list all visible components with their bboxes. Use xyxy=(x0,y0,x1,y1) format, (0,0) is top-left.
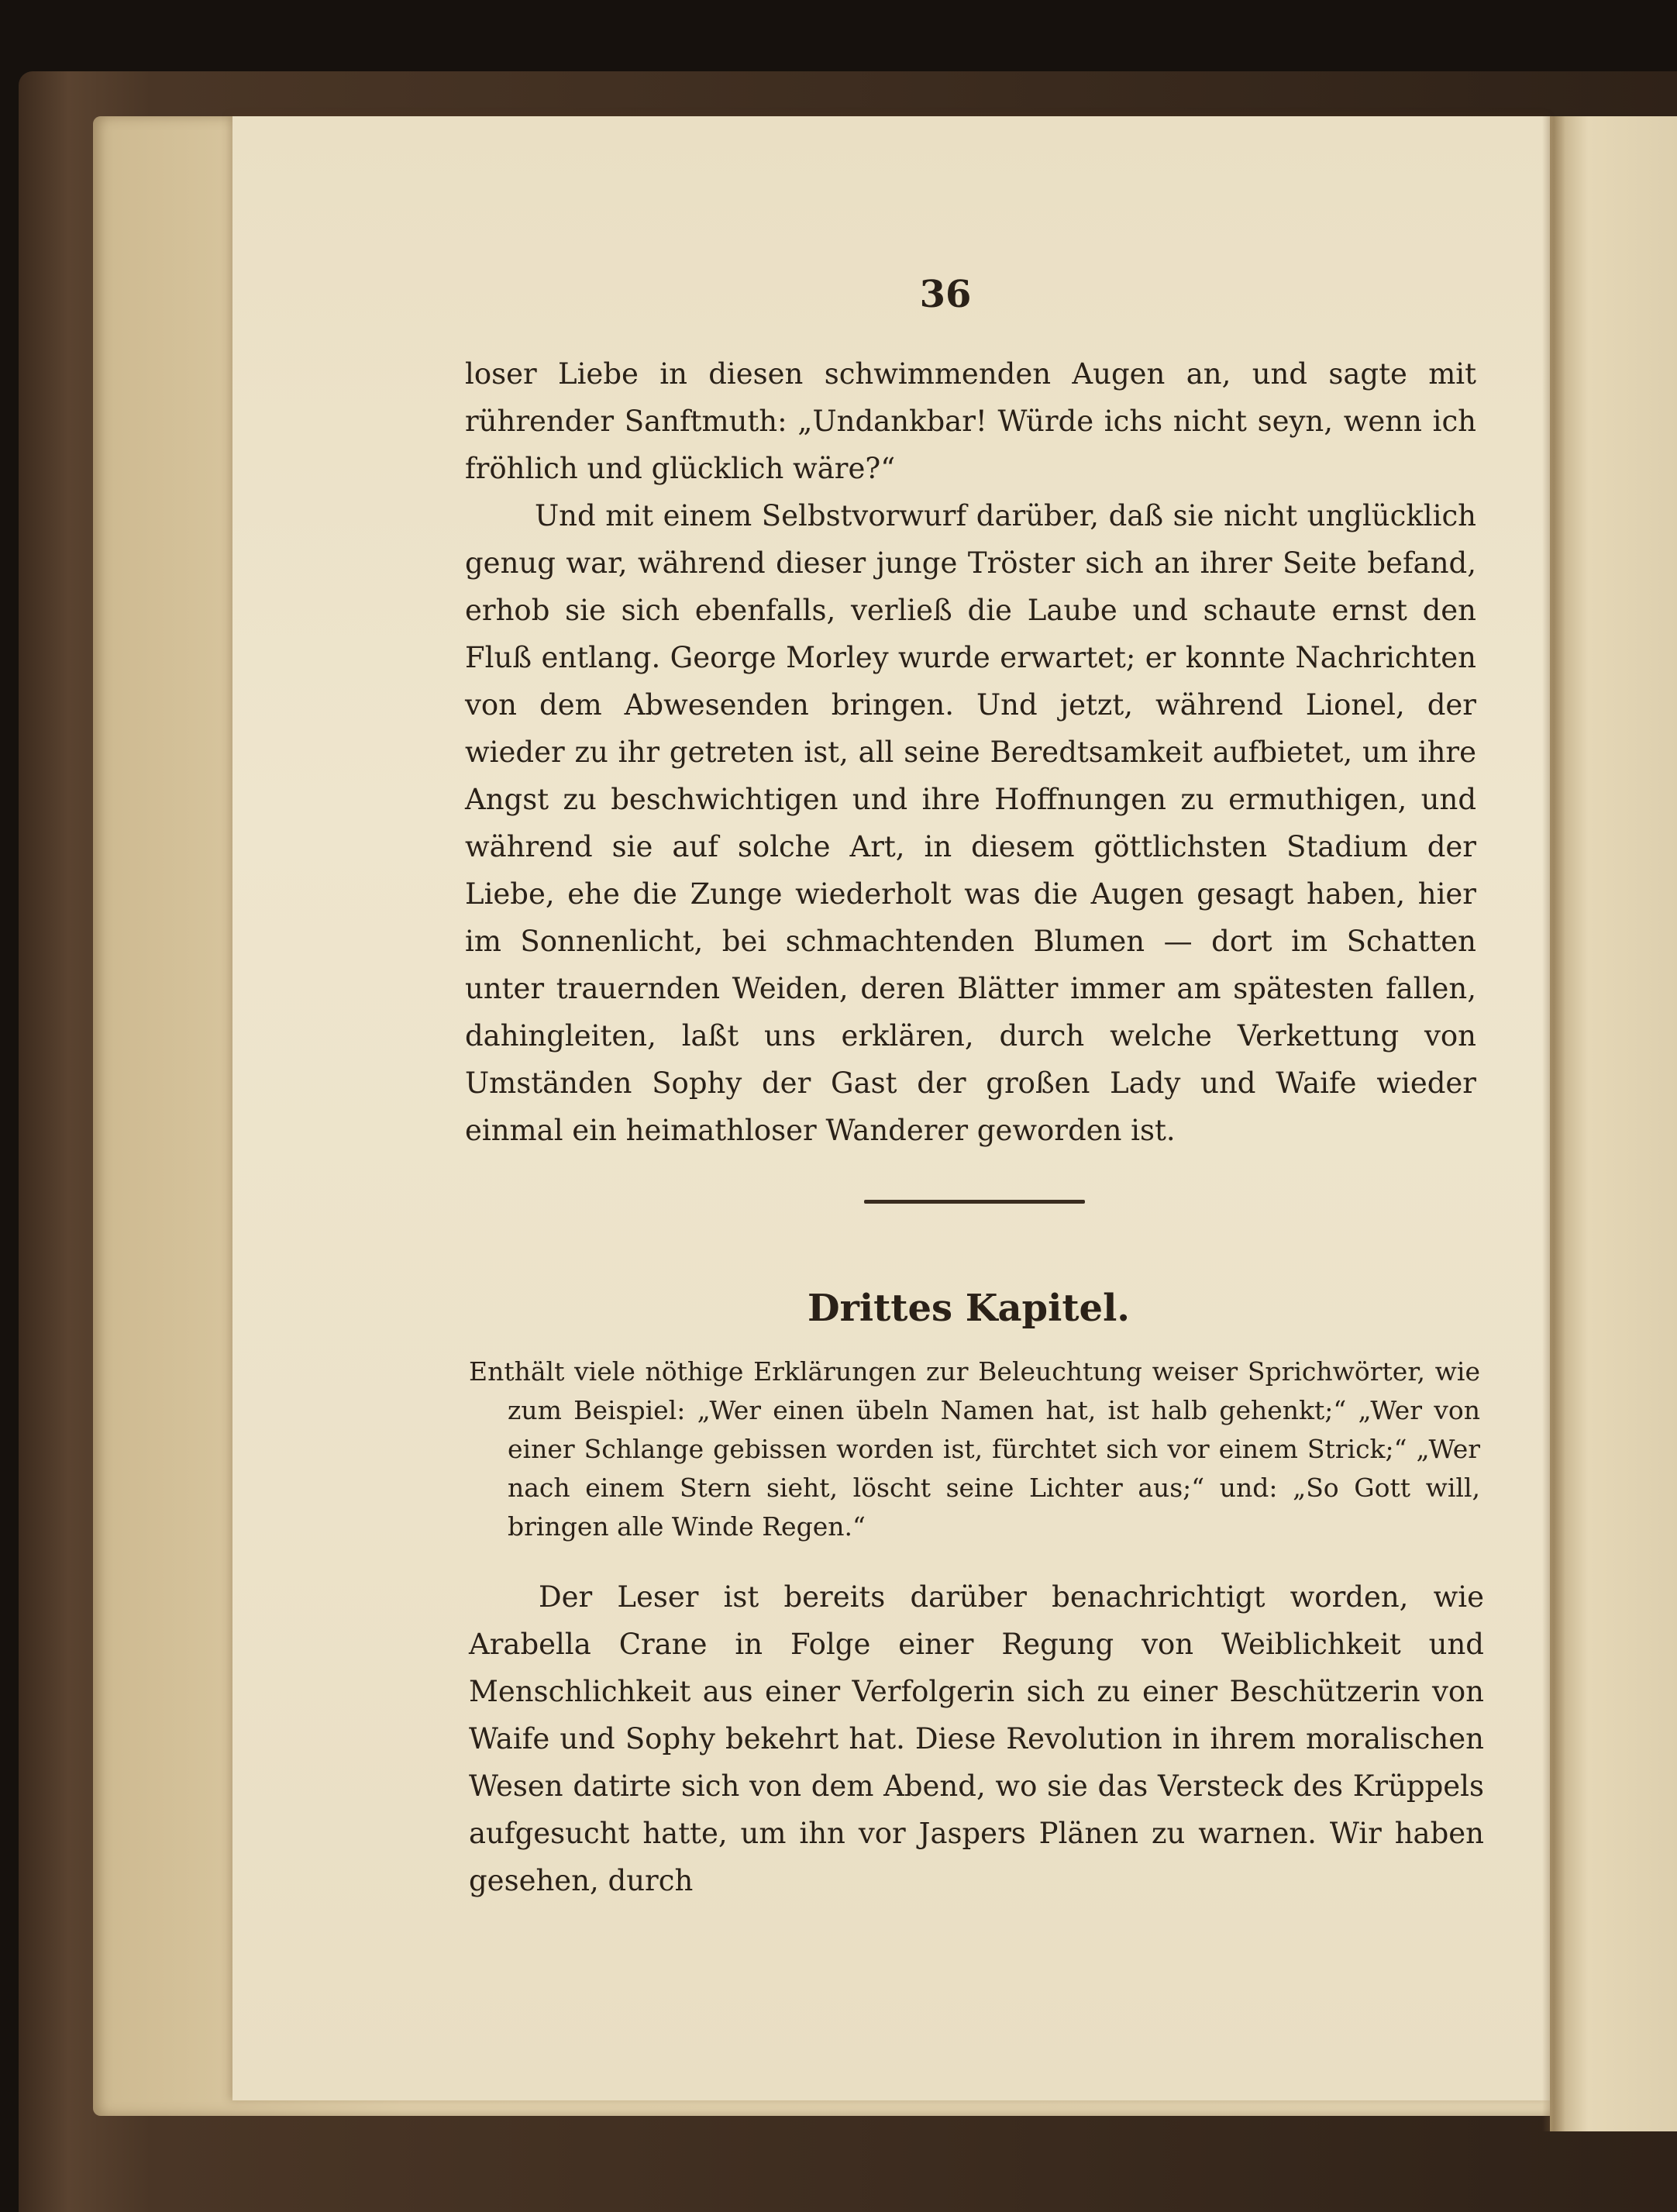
chapter-summary-block xyxy=(469,1352,1480,1546)
chapter-summary: Enthält viele nöthige Erklärungen zur Beleuchtung weiser Sprichwörter, wie zum Beispiel: „Wer einen übeln Namen hat, ist halb gehenkt;“ „Wer von einer Schlange gebissen worden ist, fürchtet sich vor einem Strick;“ „Wer nach einem Stern sieht, löscht seine Lichter aus;“ und: „So Gott will, bringen alle Winde Regen.“ xyxy=(469,1356,1480,1542)
text-section-top xyxy=(465,350,1476,1154)
paragraph-3: Der Leser ist bereits darüber benachrichtigt worden, wie Arabella Crane in Folge einer Regung von Weiblichkeit und Menschlichkeit aus einer Verfolgerin sich zu einer Beschützerin von Waife und Sophy bekehrt hat. Diese Revolution in ihrem moralischen Wesen datirte sich von dem Abend, wo sie das Versteck des Krüppels aufgesucht hatte, um ihn vor Jaspers Plänen zu warnen. Wir haben gesehen, durch xyxy=(469,1580,1484,1897)
paragraph-2: Und mit einem Selbstvorwurf darüber, daß sie nicht unglücklich genug war, während dieser junge Tröster sich an ihrer Seite befand, erhob sie sich ebenfalls, verließ die Laube und schaute ernst den Fluß entlang. George Morley wurde erwartet; er konnte Nachrichten von dem Abwesenden bringen. Und jetzt, während Lionel, der wieder zu ihr getreten ist, all seine Beredtsamkeit aufbietet, um ihre Angst zu beschwichtigen und ihre Hoffnungen zu ermuthigen, und während sie auf solche Art, in diesem göttlichsten Stadium der Liebe, ehe die Zunge wiederholt was die Augen gesagt haben, hier im Sonnenlicht, bei schmachtenden Blumen — dort im Schatten unter trauernden Weiden, deren Blätter immer am spätesten fallen, dahingleiten, laßt uns erklären, durch welche Verkettung von Umständen Sophy der Gast der großen Lady und Waife wieder einmal ein heimathloser Wanderer geworden ist. xyxy=(465,499,1476,1147)
text-section-bottom xyxy=(469,1573,1484,1904)
page-number: 36 xyxy=(919,273,972,316)
book-gutter xyxy=(1542,116,1565,2131)
facing-page-edge xyxy=(1550,116,1677,2131)
paragraph-1: loser Liebe in diesen schwimmenden Augen an, und sagte mit rührender Sanftmuth: „Undankbar! Würde ichs nicht seyn, wenn ich fröhlich und glücklich wäre?“ xyxy=(465,357,1476,485)
chapter-title: Drittes Kapitel. xyxy=(807,1287,1131,1330)
section-divider xyxy=(864,1200,1085,1204)
